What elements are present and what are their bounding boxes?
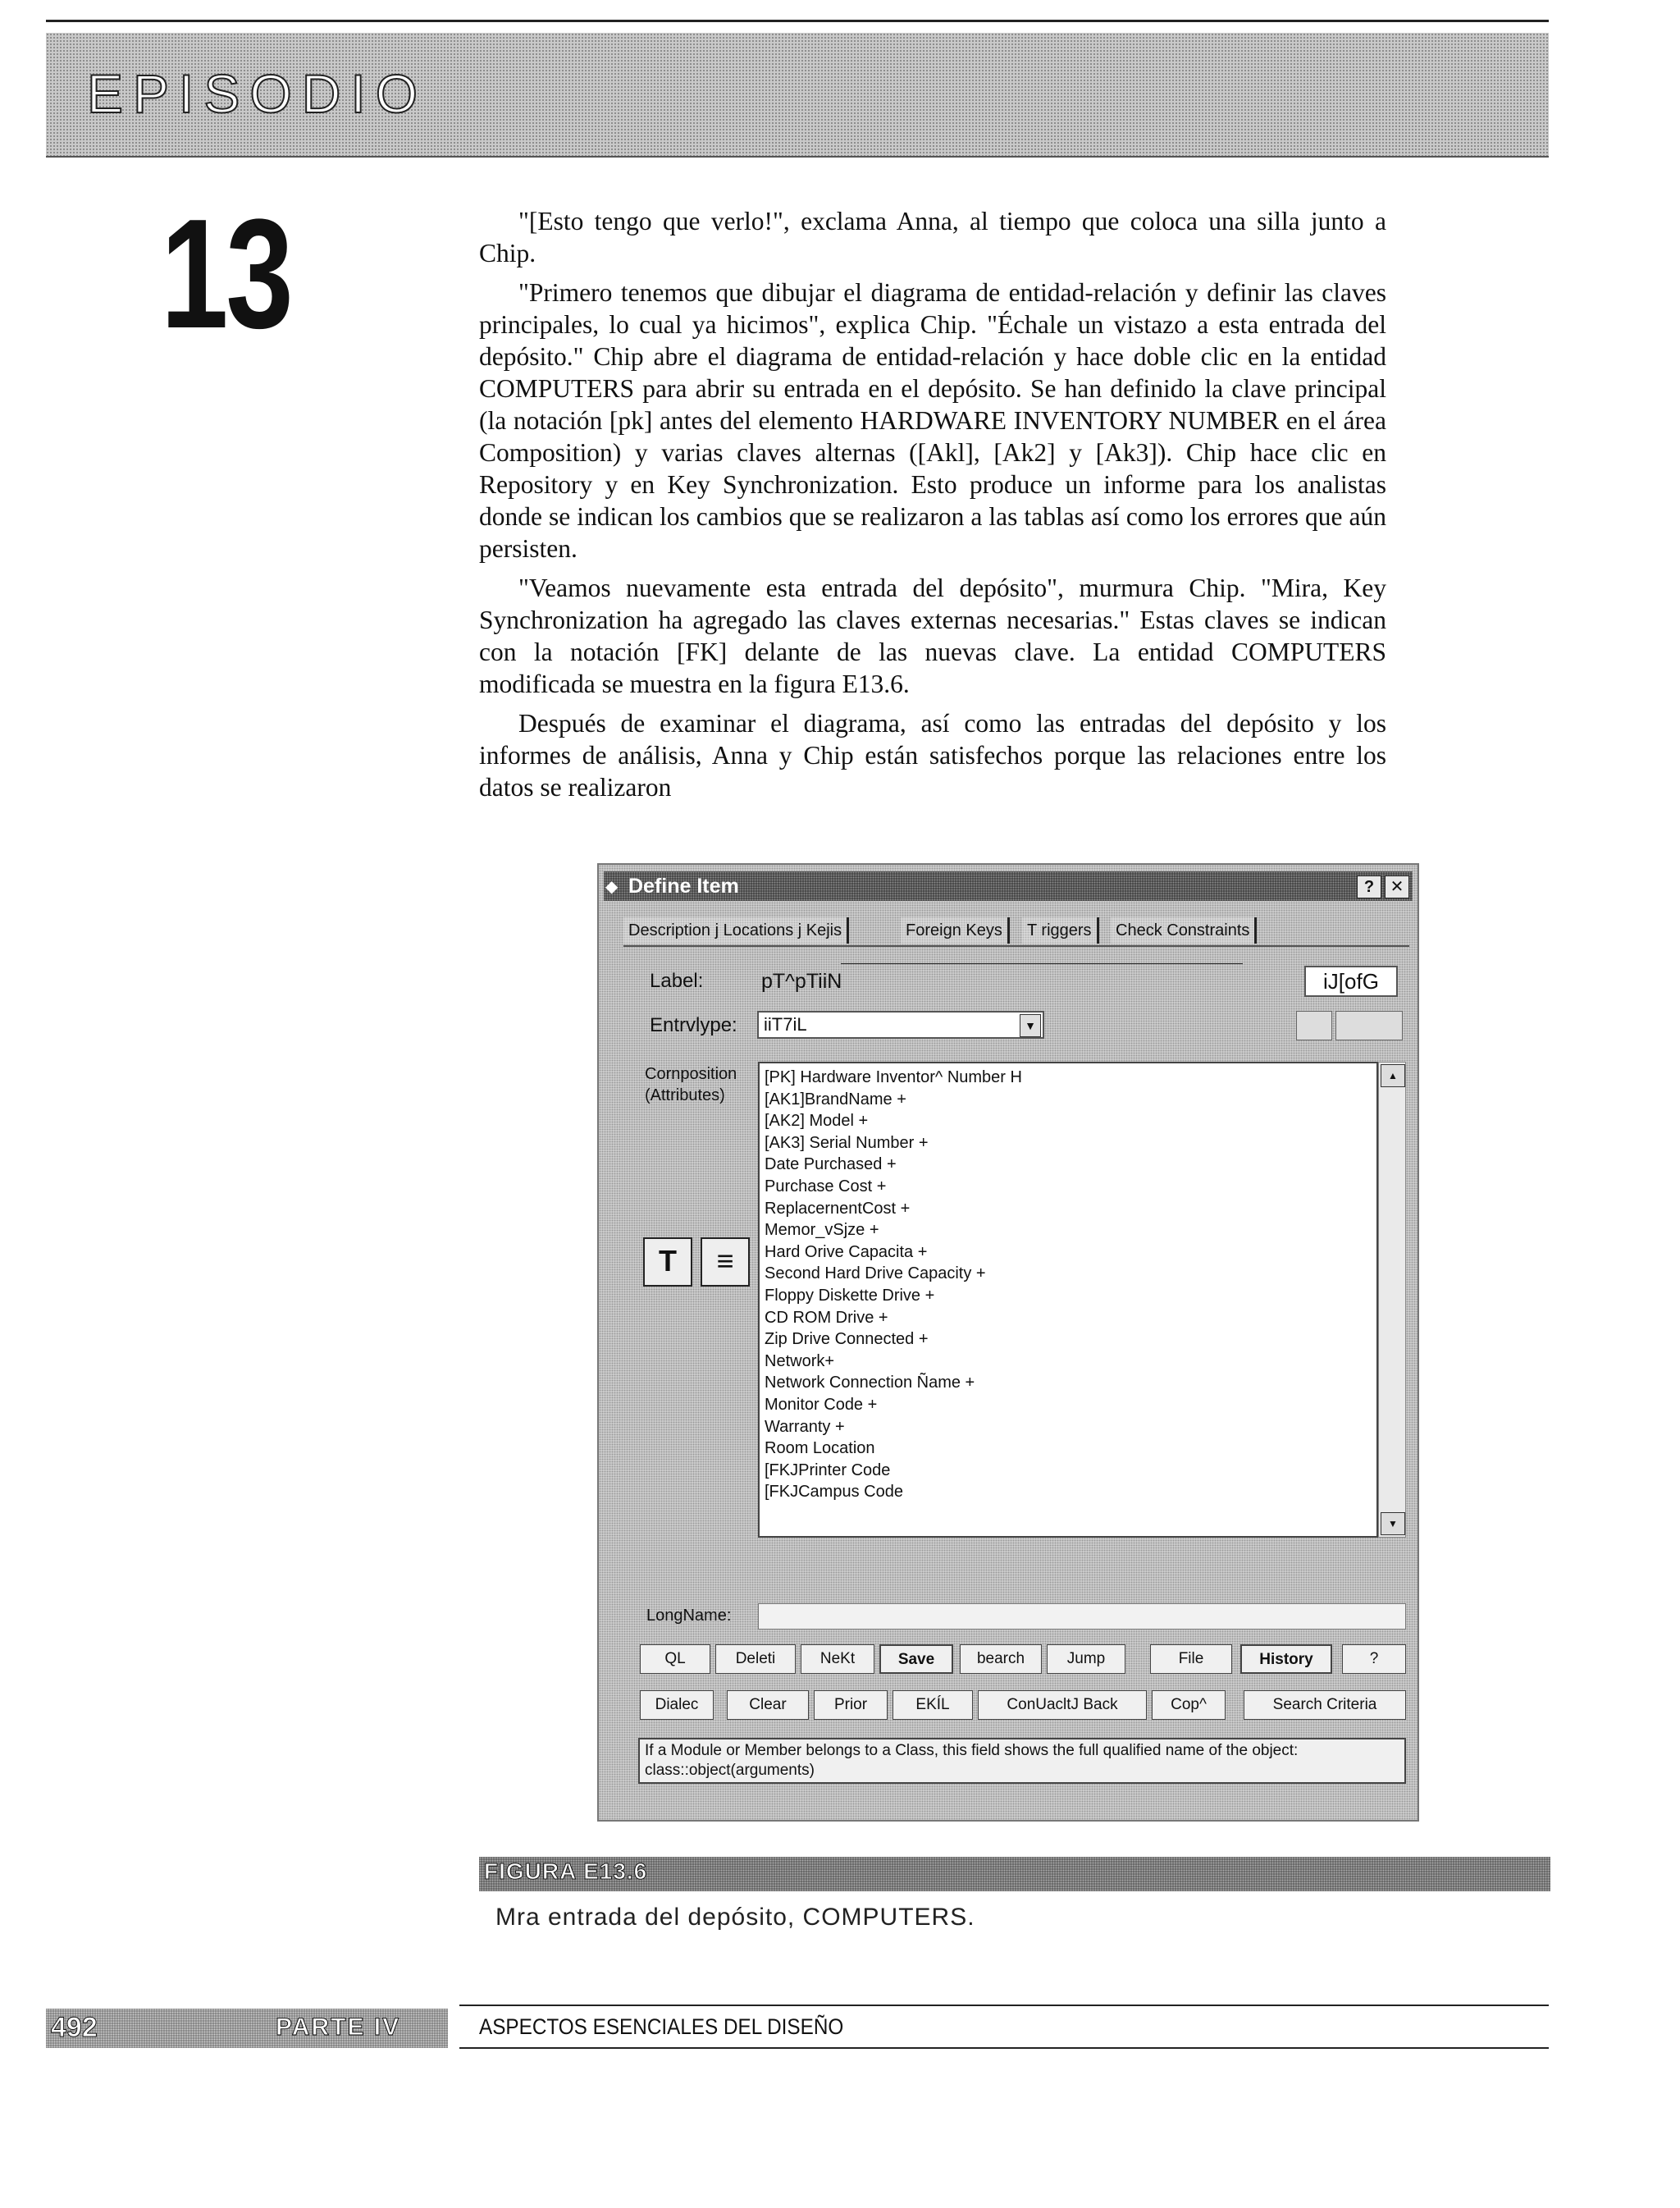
list-item[interactable]: [AK3] Serial Number + — [765, 1133, 929, 1152]
header-bottom-rule — [46, 156, 1549, 158]
episode-header-band — [46, 33, 1549, 156]
list-item[interactable]: ReplacernentCost + — [765, 1199, 911, 1218]
list-item[interactable]: Network Connection Ñame + — [765, 1374, 975, 1392]
footer-top-rule — [459, 2005, 1549, 2006]
tab-triggers[interactable]: T riggers — [1022, 917, 1099, 944]
list-item[interactable]: Floppy Diskette Drive + — [765, 1286, 935, 1305]
search-criteria-button[interactable]: Search Criteria — [1244, 1690, 1406, 1720]
list-item[interactable]: [AK2] Model + — [765, 1112, 869, 1131]
jump-button[interactable]: Jump — [1047, 1644, 1125, 1674]
save-button[interactable]: Save — [879, 1644, 953, 1674]
label-underline — [841, 963, 1243, 964]
header-top-rule — [46, 20, 1549, 22]
list-item[interactable]: Memor_vSjze + — [765, 1221, 879, 1240]
ql-button[interactable]: QL — [640, 1644, 710, 1674]
define-item-dialog — [597, 863, 1419, 1822]
help-button[interactable]: ? — [1357, 875, 1381, 898]
list-item[interactable]: Room Location — [765, 1439, 875, 1458]
list-item[interactable]: Warranty + — [765, 1417, 845, 1436]
tab-foreign-keys[interactable]: Foreign Keys — [901, 917, 1010, 944]
next-button[interactable]: NeKt — [801, 1644, 874, 1674]
list-item[interactable]: Purchase Cost + — [765, 1177, 887, 1195]
part-label: PARTE IV — [276, 2014, 401, 2041]
chapter-number: 13 — [161, 187, 291, 361]
close-button[interactable]: ✕ — [1385, 875, 1409, 898]
figure-label: FIGURA E13.6 — [484, 1858, 648, 1884]
body-text — [479, 205, 1386, 811]
search-button[interactable]: bearch — [960, 1644, 1042, 1674]
entry-type-caption: Entrvlype: — [650, 1014, 737, 1036]
tab-check-constraints[interactable]: Check Constraints — [1111, 917, 1257, 944]
notes-tool-icon[interactable]: ≡ — [701, 1237, 750, 1287]
composition-caption: Cornposition — [645, 1065, 737, 1083]
help-question-button[interactable]: ? — [1342, 1644, 1406, 1674]
composition-list[interactable] — [758, 1062, 1378, 1538]
dialog-titlebar — [604, 871, 1413, 901]
status-message: If a Module or Member belongs to a Class, this field shows the full qualified name of the object: class::object(arguments) — [638, 1738, 1406, 1784]
label-caption: Label: — [650, 970, 704, 992]
figure-caption-bar — [479, 1857, 1550, 1891]
footer-band — [46, 2009, 448, 2048]
composition-scrollbar[interactable] — [1378, 1062, 1406, 1538]
key-tool-icon[interactable]: T — [643, 1237, 692, 1287]
entry-type-option-box[interactable] — [1335, 1011, 1403, 1040]
body-paragraph: Después de examinar el diagrama, así como las entradas del depósito y los informes de análisis, Anna y Chip están satisfechos porque las relaciones entre los datos se realizaron — [479, 709, 1386, 802]
chevron-down-icon[interactable]: ▼ — [1020, 1014, 1041, 1037]
exit-button[interactable]: EKÍL — [892, 1690, 973, 1720]
longname-caption: LongName: — [646, 1607, 732, 1625]
list-item[interactable]: Hard Orive Capacita + — [765, 1242, 928, 1261]
label-box[interactable]: iJ[ofG — [1304, 966, 1398, 997]
delete-button[interactable]: Deleti — [715, 1644, 796, 1674]
body-paragraph: "Primero tenemos que dibujar el diagrama de entidad-relación y definir las claves principales, lo cual ya hicimos", explica Chip. "Échale un vistazo a esta entrada del depósito." Chip abre el diagrama de entidad-relación y hace doble clic en la entidad COMPUTERS para abrir su entrada en el depósito. Se han definido la clave principal (la notación [pk] antes del elemento HARDWARE INVENTORY NUMBER en el área Composition) y varias claves alternas ([Akl], [Ak2] y [Ak3]). Chip hace clic en Repository y en Key Synchronization. Esto produce un informe para los analistas donde se indican los cambios que se realizaron a las tablas así como los errores que aún persisten. — [479, 278, 1386, 563]
footer-section-title: ASPECTOS ESENCIALES DEL DISEÑO — [479, 2014, 844, 2039]
tabs-divider — [623, 945, 1409, 947]
episode-label: EPISODIO — [87, 63, 428, 124]
scroll-up-icon[interactable]: ▲ — [1381, 1064, 1405, 1087]
clear-button[interactable]: Clear — [727, 1690, 809, 1720]
scroll-down-icon[interactable]: ▼ — [1381, 1512, 1405, 1535]
figure-caption: Mra entrada del depósito, COMPUTERS. — [495, 1904, 975, 1931]
longname-input[interactable] — [758, 1603, 1406, 1630]
list-item[interactable]: Monitor Code + — [765, 1395, 878, 1414]
file-button[interactable]: File — [1150, 1644, 1232, 1674]
attributes-caption: (Attributes) — [645, 1086, 725, 1104]
window-icon: ◆ — [605, 878, 619, 896]
history-button[interactable]: History — [1240, 1644, 1332, 1674]
list-item[interactable]: [AK1]BrandName + — [765, 1090, 906, 1109]
dialect-button[interactable]: Dialec — [640, 1690, 714, 1720]
list-item[interactable]: CD ROM Drive + — [765, 1308, 888, 1327]
page-number: 492 — [51, 2012, 98, 2043]
footer-bottom-rule — [459, 2047, 1549, 2049]
list-item[interactable]: Network+ — [765, 1351, 835, 1370]
list-item[interactable]: [FKJPrinter Code — [765, 1461, 891, 1479]
body-paragraph: "Veamos nuevamente esta entrada del depósito", murmura Chip. "Mira, Key Synchronization ha agregado las claves externas necesarias." Estas claves se indican con la notación [FK] delante de las nuevas clave. La entidad COMPUTERS modificada se muestra en la figura E13.6. — [479, 574, 1386, 698]
entry-type-select[interactable] — [757, 1011, 1044, 1039]
copy-button[interactable]: Cop^ — [1152, 1690, 1226, 1720]
list-item[interactable]: Date Purchased + — [765, 1155, 897, 1174]
body-paragraph: "[Esto tengo que verlo!", exclama Anna, al tiempo que coloca una silla junto a Chip. — [479, 207, 1386, 267]
prior-button[interactable]: Prior — [814, 1690, 888, 1720]
list-item[interactable]: Second Hard Drive Capacity + — [765, 1264, 986, 1283]
label-field[interactable]: pT^pTiiN — [761, 970, 842, 993]
list-item[interactable]: [PK] Hardware Inventor^ Number H — [765, 1068, 1022, 1086]
entry-type-option-box[interactable] — [1296, 1011, 1332, 1040]
tab-description-locations-keys[interactable]: Description j Locations j Kejis — [623, 917, 849, 944]
contact-back-button[interactable]: ConUacltJ Back — [978, 1690, 1147, 1720]
list-item[interactable]: [FKJCampus Code — [765, 1483, 903, 1502]
entry-type-value: iiT7iL — [764, 1014, 807, 1035]
dialog-title: Define Item — [628, 875, 739, 898]
list-item[interactable]: Zip Drive Connected + — [765, 1330, 929, 1349]
